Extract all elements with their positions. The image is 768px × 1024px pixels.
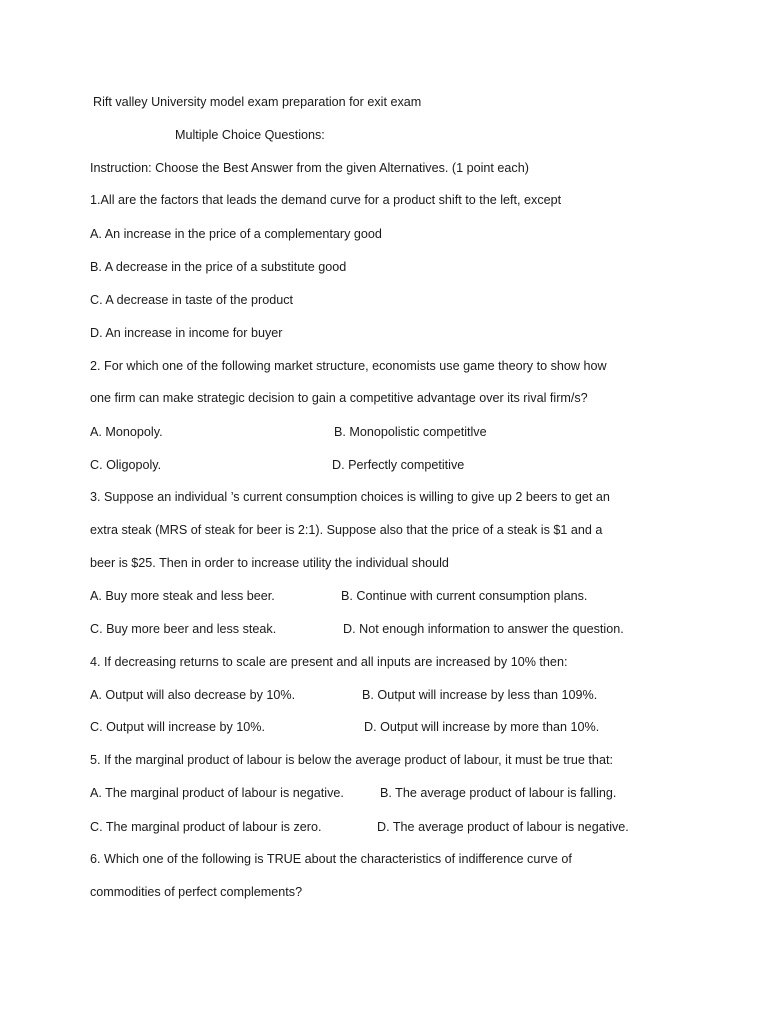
question-1-option-b: B. A decrease in the price of a substitute good xyxy=(90,260,347,274)
question-5-option-a: A. The marginal product of labour is negative. xyxy=(90,786,344,800)
question-5-stem: 5. If the marginal product of labour is below the average product of labour, it must be true that: xyxy=(90,753,613,767)
instruction-text: Instruction: Choose the Best Answer from the given Alternatives. (1 point each) xyxy=(90,161,529,175)
question-3-option-d: D. Not enough information to answer the question. xyxy=(343,622,624,636)
question-1-option-d: D. An increase in income for buyer xyxy=(90,326,283,340)
question-3-stem-line-1: 3. Suppose an individual ’s current consumption choices is willing to give up 2 beers to get an xyxy=(90,490,610,504)
question-4-stem: 4. If decreasing returns to scale are present and all inputs are increased by 10% then: xyxy=(90,655,568,669)
question-5-option-c: C. The marginal product of labour is zero. xyxy=(90,820,322,834)
question-4-option-a: A. Output will also decrease by 10%. xyxy=(90,688,296,702)
question-3-option-c: C. Buy more beer and less steak. xyxy=(90,622,277,636)
question-3-stem-line-2: extra steak (MRS of steak for beer is 2:1). Suppose also that the price of a steak is $1 and a xyxy=(90,523,603,537)
question-3-option-b: B. Continue with current consumption plans. xyxy=(341,589,588,603)
question-1-option-c: C. A decrease in taste of the product xyxy=(90,293,294,307)
question-2-option-a: A. Monopoly. xyxy=(90,425,163,439)
question-4-option-d: D. Output will increase by more than 10%. xyxy=(364,720,600,734)
question-5-option-d: D. The average product of labour is negative. xyxy=(377,820,629,834)
question-1-stem: 1.All are the factors that leads the demand curve for a product shift to the left, except xyxy=(90,193,562,207)
question-2-option-b: B. Monopolistic competitlve xyxy=(334,425,487,439)
question-6-stem-line-1: 6. Which one of the following is TRUE about the characteristics of indifference curve of xyxy=(90,852,572,866)
question-5-option-b: B. The average product of labour is falling. xyxy=(380,786,617,800)
question-2-option-d: D. Perfectly competitive xyxy=(332,458,465,472)
question-2-stem-line-2: one firm can make strategic decision to gain a competitive advantage over its rival firm/s? xyxy=(90,391,588,405)
question-4-option-c: C. Output will increase by 10%. xyxy=(90,720,265,734)
question-2-stem-line-1: 2. For which one of the following market structure, economists use game theory to show how xyxy=(90,359,607,373)
document-title: Rift valley University model exam preparation for exit exam xyxy=(93,95,422,109)
question-3-option-a: A. Buy more steak and less beer. xyxy=(90,589,275,603)
question-2-option-c: C. Oligopoly. xyxy=(90,458,162,472)
question-6-stem-line-2: commodities of perfect complements? xyxy=(90,885,303,899)
question-1-option-a: A. An increase in the price of a complementary good xyxy=(90,227,382,241)
question-4-option-b: B. Output will increase by less than 109%. xyxy=(362,688,598,702)
section-heading: Multiple Choice Questions: xyxy=(175,128,325,142)
question-3-stem-line-3: beer is $25. Then in order to increase utility the individual should xyxy=(90,556,449,570)
